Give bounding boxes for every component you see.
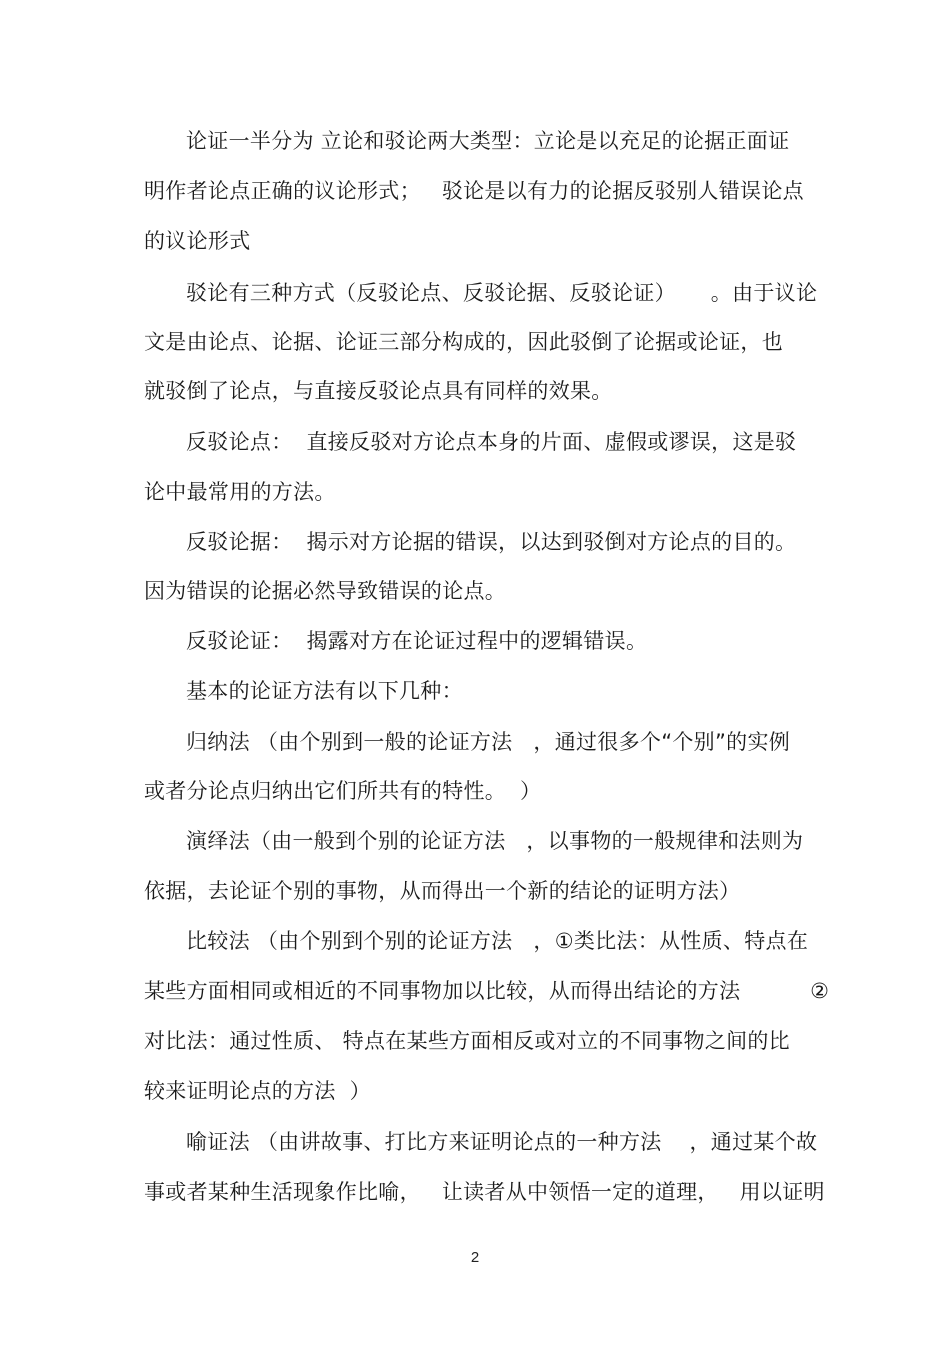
paragraph-line: 比较法 （由个别到个别的论证方法 ，①类比法：从性质、特点在 xyxy=(186,929,809,953)
paragraph-line: 的议论形式 xyxy=(144,229,251,253)
paragraph-line: 文是由论点、论据、论证三部分构成的，因此驳倒了论据或论证，也 xyxy=(144,330,783,354)
paragraph-line: 基本的论证方法有以下几种： xyxy=(186,679,463,703)
paragraph-line: 喻证法 （由讲故事、打比方来证明论点的一种方法 ，通过某个故 xyxy=(186,1130,818,1154)
paragraph-line: 事或者某种生活现象作比喻， 让读者从中领悟一定的道理， 用以证明 xyxy=(144,1180,825,1204)
paragraph-line: 对比法：通过性质、 特点在某些方面相反或对立的不同事物之间的比 xyxy=(144,1029,790,1053)
paragraph-line: 反驳论证： 揭露对方在论证过程中的逻辑错误。 xyxy=(186,629,648,653)
paragraph-line: 演绎法（由一般到个别的论证方法 ，以事物的一般规律和法则为 xyxy=(186,829,804,853)
paragraph-line: 反驳论点： 直接反驳对方论点本身的片面、虚假或谬误，这是驳 xyxy=(186,430,797,454)
paragraph-line: 因为错误的论据必然导致错误的论点。 xyxy=(144,579,507,603)
paragraph-line: 依据，去论证个别的事物，从而得出一个新的结论的证明方法） xyxy=(144,879,741,903)
paragraph-line: 论中最常用的方法。 xyxy=(144,480,336,504)
page-number: 2 xyxy=(470,1249,480,1266)
paragraph-line: 某些方面相同或相近的不同事物加以比较，从而得出结论的方法 ② xyxy=(144,979,830,1003)
paragraph-line: 反驳论据： 揭示对方论据的错误，以达到驳倒对方论点的目的。 xyxy=(186,530,797,554)
paragraph-line: 较来证明论点的方法 ） xyxy=(144,1079,371,1103)
paragraph-line: 明作者论点正确的议论形式； 驳论是以有力的论据反驳别人错误论点 xyxy=(144,179,804,203)
paragraph-line: 驳论有三种方式（反驳论点、反驳论据、反驳论证） 。由于议论 xyxy=(186,281,818,305)
paragraph-line: 就驳倒了论点，与直接反驳论点具有同样的效果。 xyxy=(144,379,613,403)
paragraph-line: 归纳法 （由个别到一般的论证方法 ，通过很多个“个别”的实例 xyxy=(186,730,791,754)
paragraph-line: 论证一半分为 立论和驳论两大类型：立论是以充足的论据正面证 xyxy=(186,129,790,153)
paragraph-line: 或者分论点归纳出它们所共有的特性。 ） xyxy=(144,779,542,803)
